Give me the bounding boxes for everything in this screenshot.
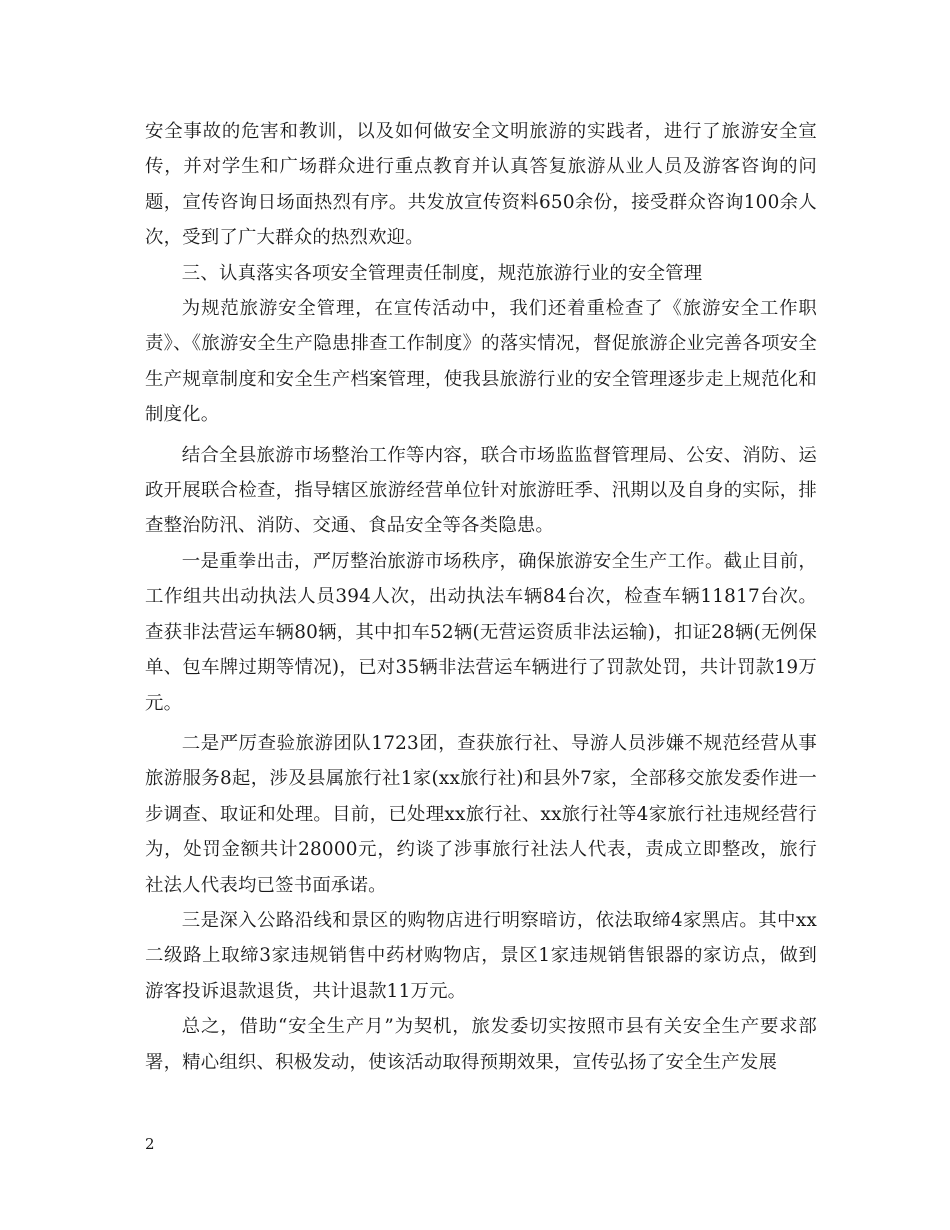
paragraph: 二是严厉查验旅游团队1723团，查获旅行社、导游人员涉嫌不规范经营从事旅游服务8起，涉及县属旅行社1家(xx旅行社)和县外7家，全部移交旅发委作进一步调查、取证和处理。目前，已处理xx旅行社、xx旅行社等4家旅行社违规经营行为，处罚金额共计28000元，约谈了涉事旅行社法人代表，责成立即整改，旅行社法人代表均已签书面承诺。	[145, 732, 817, 896]
paragraph: 总之，借助“安全生产月”为契机，旅发委切实按照市县有关安全生产要求部署，精心组织、积极发动，使该活动取得预期效果，宣传弘扬了安全生产发展	[145, 1016, 817, 1073]
section-heading: 三、认真落实各项安全管理责任制度，规范旅游行业的安全管理	[181, 262, 703, 284]
paragraph: 结合全县旅游市场整治工作等内容，联合市场监监督管理局、公安、消防、运政开展联合检查，指导辖区旅游经营单位针对旅游旺季、汛期以及自身的实际，排查整治防汛、消防、交通、食品安全等各类隐患。	[145, 444, 817, 537]
page-number: 2	[145, 1135, 155, 1153]
paragraph: 为规范旅游安全管理，在宣传活动中，我们还着重检查了《旅游安全工作职责》、《旅游安全生产隐患排查工作制度》的落实情况，督促旅游企业完善各项安全生产规章制度和安全生产档案管理，使我县旅游行业的安全管理逐步走上规范化和制度化。	[145, 298, 817, 426]
paragraph: 一是重拳出击，严厉整治旅游市场秩序，确保旅游安全生产工作。截止目前，工作组共出动执法人员394人次，出动执法车辆84台次，检查车辆11817台次。查获非法营运车辆80辆，其中扣车52辆(无营运资质非法运输)，扣证28辆(无例保单、包车牌过期等情况)，已对35辆非法营运车辆进行了罚款处罚，共计罚款19万元。	[145, 550, 817, 714]
document-body	[145, 114, 817, 1080]
paragraph: 三是深入公路沿线和景区的购物店进行明察暗访，依法取缔4家黑店。其中xx二级路上取缔3家违规销售中药材购物店，景区1家违规销售银器的家访点，做到游客投诉退款退货，共计退款11万元。	[145, 909, 817, 1002]
paragraph-continued: 安全事故的危害和教训，以及如何做安全文明旅游的实践者，进行了旅游安全宣传，并对学生和广场群众进行重点教育并认真答复旅游从业人员及游客咨询的问题，宣传咨询日场面热烈有序。共发放宣传资料650余份，接受群众咨询100余人次，受到了广大群众的热烈欢迎。	[145, 121, 817, 249]
